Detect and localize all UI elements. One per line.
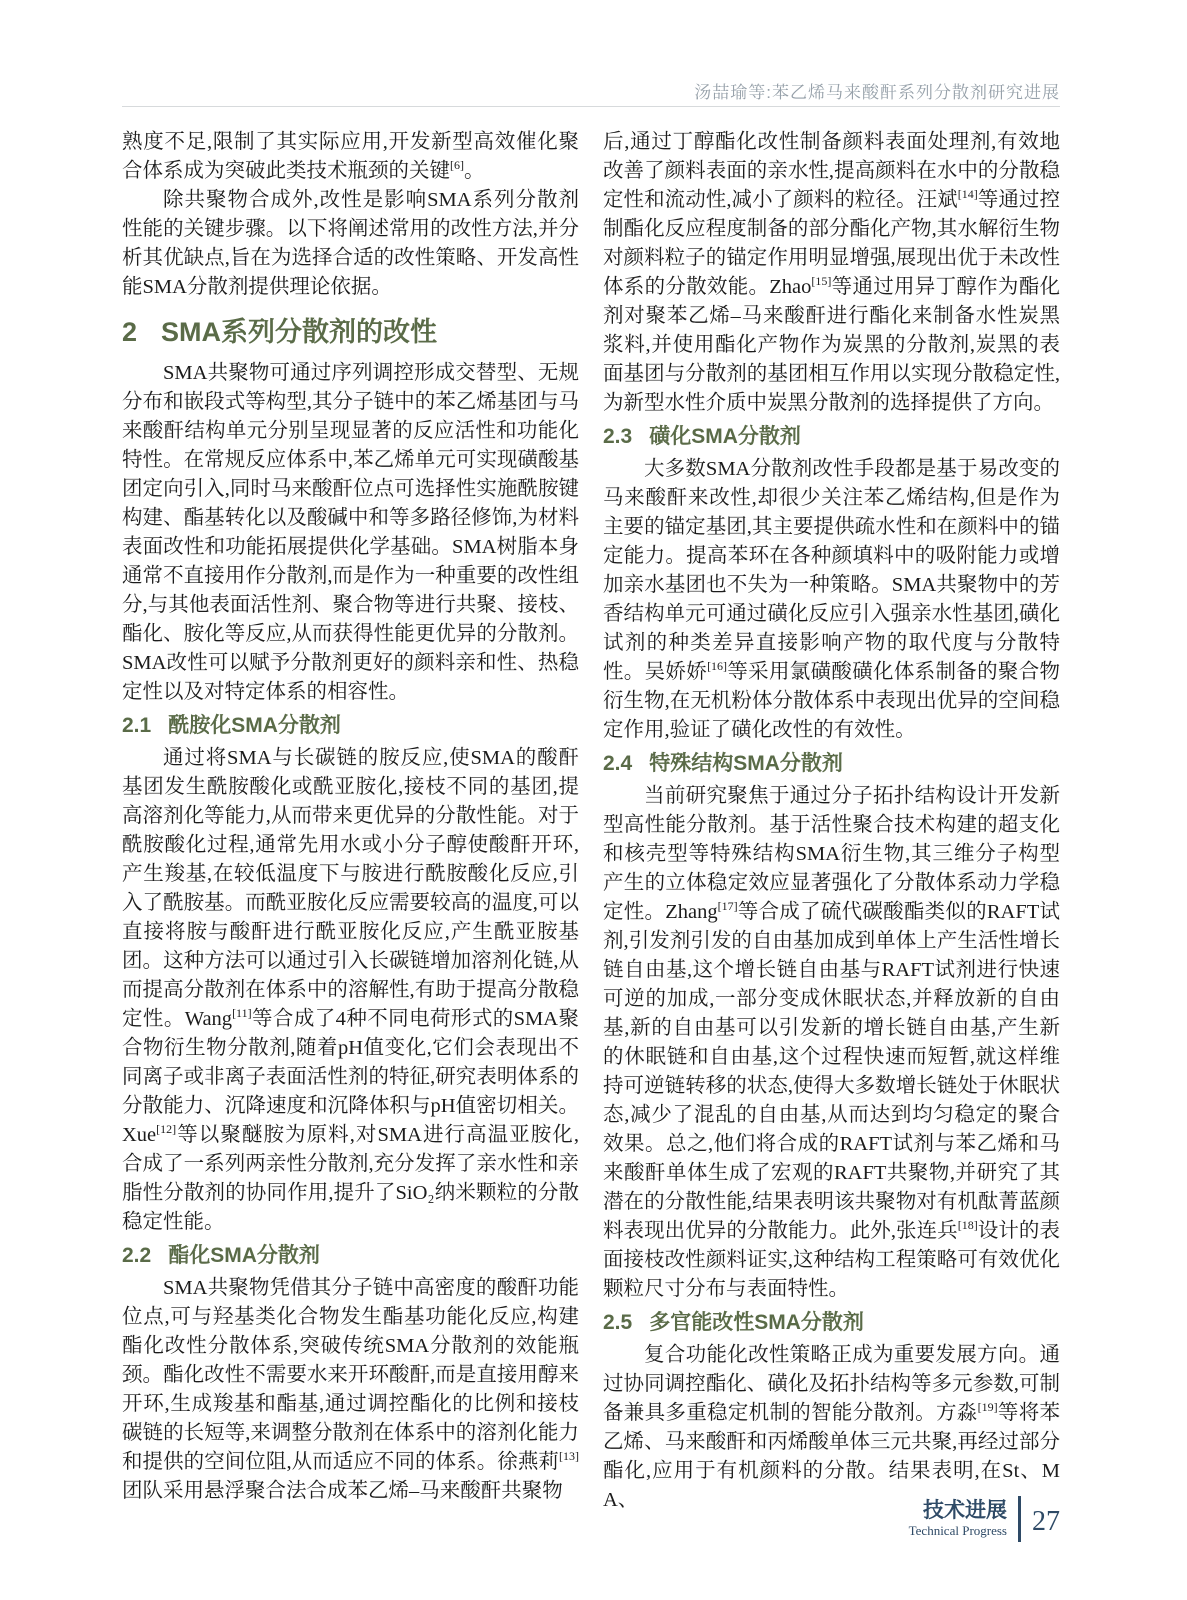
subsection-heading-2-1 bbox=[122, 711, 579, 740]
section-title: SMA系列分散剂的改性 bbox=[161, 317, 438, 347]
section-number: 2 bbox=[122, 317, 138, 347]
subsection-heading-2-4 bbox=[603, 749, 1060, 778]
paragraph: SMA共聚物可通过序列调控形成交替型、无规分布和嵌段式等构型,其分子链中的苯乙烯基团与马来酸酐结构单元分别呈现显著的反应活性和功能化特性。在常规反应体系中,苯乙烯单元可实现磺酸基团定向引入,同时马来酸酐位点可选择性实施酰胺键构建、酯基转化以及酸碱中和等多路径修饰,为材料表面改性和功能拓展提供化学基础。SMA树脂本身通常不直接用作分散剂,而是作为一种重要的改性组分,与其他表面活性剂、聚合物等进行共聚、接枝、酯化、胺化等反应,从而获得性能更优异的分散剂。SMA改性可以赋予分散剂更好的颜料亲和性、热稳定性以及对特定体系的相容性。 bbox=[122, 362, 579, 703]
subsection-title: 特殊结构SMA分散剂 bbox=[649, 752, 843, 775]
subsection-number: 2.4 bbox=[603, 752, 633, 775]
paragraph-continuation: 后,通过丁醇酯化改性制备颜料表面处理剂,有效地改善了颜料表面的亲水性,提高颜料在水中的分散稳定性和流动性,减小了颜料的粒径。汪斌[14]等通过控制酯化反应程度制备的部分酯化产物,其水解衍生物对颜料粒子的锚定作用明显增强,展现出优于未改性体系的分散效能。Zhao[15]等通过用异丁醇作为酯化剂对聚苯乙烯–马来酸酐进行酯化来制备水性炭黑浆料,并使用酯化产物作为炭黑的分散剂,炭黑的表面基团与分散剂的基团相互作用以实现分散稳定性,为新型水性介质中炭黑分散剂的选择提供了方向。 bbox=[603, 131, 1061, 414]
page-footer bbox=[122, 1496, 1060, 1542]
subsection-title: 多官能改性SMA分散剂 bbox=[649, 1311, 864, 1334]
header-divider bbox=[122, 106, 1060, 107]
subsection-number: 2.2 bbox=[122, 1244, 152, 1267]
subsection-title: 酯化SMA分散剂 bbox=[168, 1244, 320, 1267]
subsection-number: 2.1 bbox=[122, 714, 152, 737]
paragraph: 大多数SMA分散剂改性手段都是基于易改变的马来酸酐来改性,却很少关注苯乙烯结构,但是作为主要的锚定基团,其主要提供疏水性和在颜料中的锚定能力。提高苯环在各种颜填料中的吸附能力或增加亲水基团也不失为一种策略。SMA共聚物中的芳香结构单元可通过磺化反应引入强亲水性基团,磺化试剂的种类差异直接影响产物的取代度与分散特性。吴娇娇[16]等采用氯磺酸磺化体系制备的聚合物衍生物,在无机粉体分散体系中表现出优异的空间稳定作用,验证了磺化改性的有效性。 bbox=[603, 458, 1061, 741]
footer-section-label bbox=[909, 1499, 1007, 1538]
paragraph: 复合功能化改性策略正成为重要发展方向。通过协同调控酯化、磺化及拓扑结构等多元参数,可制备兼具多重稳定机制的智能分散剂。方淼[19]等将苯乙烯、马来酸酐和丙烯酸单体三元共聚,再经过部分酯化,应用于有机颜料的分散。结果表明,在St、MA、 bbox=[603, 1344, 1061, 1511]
paragraph: 除共聚物合成外,改性是影响SMA系列分散剂性能的关键步骤。以下将阐述常用的改性方法,并分析其优缺点,旨在为选择合适的改性策略、开发高性能SMA分散剂提供理论依据。 bbox=[122, 189, 579, 298]
footer-divider-bar bbox=[1018, 1496, 1021, 1542]
footer-section-label-en: Technical Progress bbox=[908, 1523, 1007, 1539]
subsection-heading-2-2 bbox=[122, 1241, 579, 1270]
subsection-title: 磺化SMA分散剂 bbox=[649, 425, 801, 448]
subsection-number: 2.3 bbox=[603, 425, 633, 448]
left-column bbox=[122, 128, 579, 1515]
right-column bbox=[603, 128, 1060, 1515]
paragraph: 通过将SMA与长碳链的胺反应,使SMA的酸酐基团发生酰胺酸化或酰亚胺化,接枝不同的基团,提高溶剂化等能力,从而带来更优异的分散性能。对于酰胺酸化过程,通常先用水或小分子醇使酸酐开环,产生羧基,在较低温度下与胺进行酰胺酸化反应,引入了酰胺基。而酰亚胺化反应需要较高的温度,可以直接将胺与酸酐进行酰亚胺化反应,产生酰亚胺基团。这种方法可以通过引入长碳链增加溶剂化链,从而提高分散剂在体系中的溶解性,有助于提高分散稳定性。Wang[11]等合成了4种不同电荷形式的SMA聚合物衍生物分散剂,随着pH值变化,它们会表现出不同离子或非离子表面活性剂的特征,研究表明体系的分散能力、沉降速度和沉降体积与pH值密切相关。Xue[12]等以聚醚胺为原料,对SMA进行高温亚胺化,合成了一系列两亲性分散剂,充分发挥了亲水性和亲脂性分散剂的协同作用,提升了SiO₂纳米颗粒的分散稳定性能。 bbox=[122, 747, 580, 1233]
subsection-number: 2.5 bbox=[603, 1311, 633, 1334]
section-heading-2 bbox=[122, 318, 579, 347]
paragraph: SMA共聚物凭借其分子链中高密度的酸酐功能位点,可与羟基类化合物发生酯基功能化反应,构建酯化改性分散体系,突破传统SMA分散剂的效能瓶颈。酯化改性不需要水来开环酸酐,而是直接用醇来开环,生成羧基和酯基,通过调控酯化的比例和接枝碳链的长短等,来调整分散剂在体系中的溶剂化能力和提供的空间位阻,从而适应不同的体系。徐燕莉[13]团队采用悬浮聚合法合成苯乙烯–马来酸酐共聚物 bbox=[122, 1277, 579, 1502]
article-body bbox=[122, 128, 1060, 1515]
running-head-title: 汤喆瑜等:苯乙烯马来酸酐系列分散剂研究进展 bbox=[694, 83, 1060, 102]
footer-section-label-cn: 技术进展 bbox=[923, 1499, 1007, 1523]
subsection-title: 酰胺化SMA分散剂 bbox=[168, 714, 341, 737]
subsection-heading-2-5 bbox=[603, 1308, 1060, 1337]
paragraph: 当前研究聚焦于通过分子拓扑结构设计开发新型高性能分散剂。基于活性聚合技术构建的超支化和核壳型等特殊结构SMA衍生物,其三维分子构型产生的立体稳定效应显著强化了分散体系动力学稳定性。Zhang[17]等合成了硫代碳酸酯类似的RAFT试剂,引发剂引发的自由基加成到单体上产生活性增长链自由基,这个增长链自由基与RAFT试剂进行快速可逆的加成,一部分变成休眠状态,并释放新的自由基,新的自由基可以引发新的增长链自由基,产生新的休眠链和自由基,这个过程快速而短暂,就这样维持可逆链转移的状态,使得大多数增长链处于休眠状态,减少了混乱的自由基,从而达到均匀稳定的聚合效果。总之,他们将合成的RAFT试剂与苯乙烯和马来酸酐单体生成了宏观的RAFT共聚物,并研究了其潜在的分散性能,结果表明该共聚物对有机酞菁蓝颜料表现出优异的分散能力。此外,张连兵[18]设计的表面接枝改性颜料证实,这种结构工程策略可有效优化颗粒尺寸分布与表面特性。 bbox=[603, 785, 1060, 1300]
subsection-heading-2-3 bbox=[603, 422, 1060, 451]
footer-page-number: 27 bbox=[1032, 1506, 1060, 1537]
paragraph-continuation: 熟度不足,限制了其实际应用,开发新型高效催化聚合体系成为突破此类技术瓶颈的关键[6]。 bbox=[122, 131, 579, 182]
